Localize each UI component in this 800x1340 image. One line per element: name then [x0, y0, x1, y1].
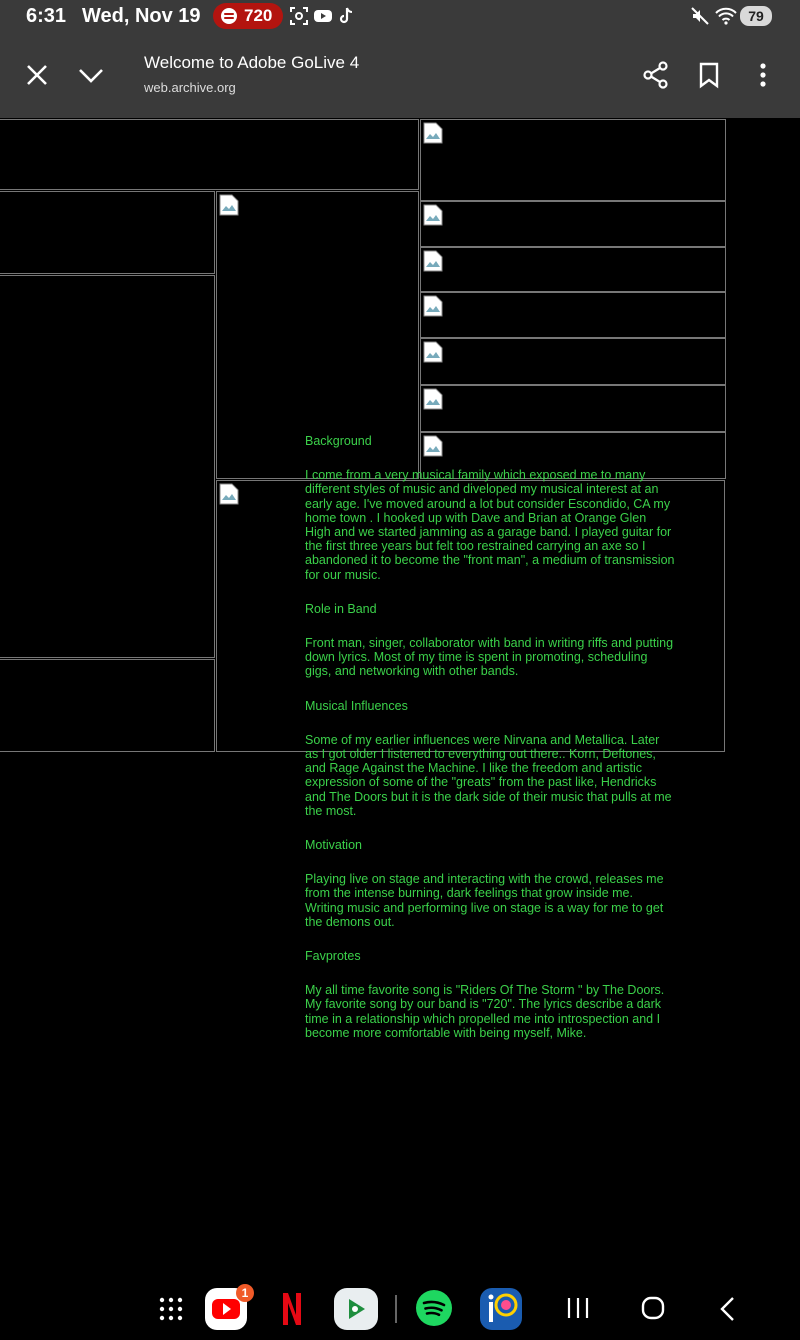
close-icon[interactable]: [19, 57, 55, 93]
section-heading: Background: [305, 434, 372, 448]
nav-image-cell[interactable]: [420, 201, 726, 247]
section-heading: Motivation: [305, 838, 362, 853]
battery-icon: 79: [740, 6, 772, 26]
spotify-pill-text: 720: [244, 6, 273, 25]
bookmark-icon[interactable]: [691, 57, 727, 93]
section-heading: Favprotes: [305, 949, 361, 964]
youtube-icon: [313, 6, 333, 26]
screenshot-icon: [289, 6, 309, 26]
section-paragraph: Front man, singer, collaborator with band in writing riffs and putting down lyrics. Most of my time is spent in promoting, scheduling gigs, and networking with other bands.: [305, 636, 674, 679]
broken-image-icon: [423, 295, 443, 317]
broken-image-icon: [423, 250, 443, 272]
layout-cell: [0, 275, 215, 658]
layout-cell: [0, 119, 419, 190]
home-icon[interactable]: [641, 1296, 665, 1320]
status-date: Wed, Nov 19: [82, 5, 201, 27]
browser-toolbar: [0, 34, 800, 118]
apps-grid-icon[interactable]: [158, 1296, 184, 1322]
layout-cell: [0, 659, 215, 752]
broken-image-icon: [423, 204, 443, 226]
nav-image-cell[interactable]: [420, 338, 726, 385]
status-bar: [0, 0, 800, 34]
chevron-down-icon[interactable]: [73, 57, 109, 93]
section-paragraph: I come from a very musical family which exposed me to many different styles of music and diveloped my musical interest at an early age. I've moved around a lot but consider Escondido, CA my home town . I hooked up with Dave and Brian at Orange Glen High and we started jamming as a garage band. I played guitar for the first three years but felt too restrained carrying an axe so I abandoned it to become the "front man", a medium of transmission for our music.: [305, 468, 675, 582]
notification-badge: 1: [236, 1284, 254, 1302]
play-games-app-icon[interactable]: [334, 1288, 378, 1330]
page-title: Welcome to Adobe GoLive 4: [144, 53, 360, 72]
recents-icon[interactable]: [566, 1297, 590, 1319]
web-page-content: [0, 118, 800, 1268]
layout-cell: [0, 191, 215, 274]
broken-image-icon: [423, 388, 443, 410]
ibis-paint-app-icon[interactable]: [480, 1288, 522, 1330]
broken-image-icon: [423, 122, 443, 144]
broken-image-icon: [219, 483, 239, 505]
broken-image-icon: [423, 341, 443, 363]
spotify-icon: [221, 8, 237, 24]
status-time: 6:31: [26, 5, 67, 27]
wifi-icon: [714, 6, 738, 26]
mute-icon: [690, 6, 710, 26]
nav-image-cell[interactable]: [420, 385, 726, 432]
nav-image-cell[interactable]: [420, 119, 726, 201]
spotify-app-icon[interactable]: [416, 1290, 452, 1326]
section-paragraph: My all time favorite song is "Riders Of The Storm " by The Doors. My favorite song by our band is "720". The lyrics describe a dark time in a relationship which propelled me into introspection and I become more comfortable with being myself, Mike.: [305, 983, 665, 1040]
tiktok-icon: [336, 6, 356, 26]
more-vert-icon[interactable]: [745, 57, 781, 93]
taskbar: [0, 1268, 800, 1340]
section-paragraph: Playing live on stage and interacting with the crowd, releases me from the intense burning, dark feelings that grow inside me. Writing music and performing live on stage is a way for me to get the demons out.: [305, 872, 664, 929]
broken-image-icon: [219, 194, 239, 216]
page-url[interactable]: web.archive.org: [144, 80, 236, 95]
share-icon[interactable]: [638, 57, 674, 93]
section-paragraph: Some of my earlier influences were Nirvana and Metallica. Later as I got older I listened to everything out there.. Korn, Deftones, and Rage Against the Machine. I like the freedom and artistic expression of some of the "greats" from the past like, Hendricks and The Doors but it is the dark side of their music that pulls at me the most.: [305, 732, 672, 818]
section-heading: Musical Influences: [305, 698, 408, 713]
bio-text: [305, 434, 675, 1060]
section-heading: Role in Band: [305, 601, 377, 616]
spotify-status-pill[interactable]: [213, 3, 283, 29]
back-icon[interactable]: [718, 1296, 738, 1322]
dock-divider: [395, 1295, 397, 1323]
youtube-app-icon[interactable]: [205, 1288, 247, 1330]
nav-image-cell[interactable]: [420, 247, 726, 292]
netflix-app-icon[interactable]: [281, 1292, 303, 1326]
nav-image-cell[interactable]: [420, 292, 726, 338]
